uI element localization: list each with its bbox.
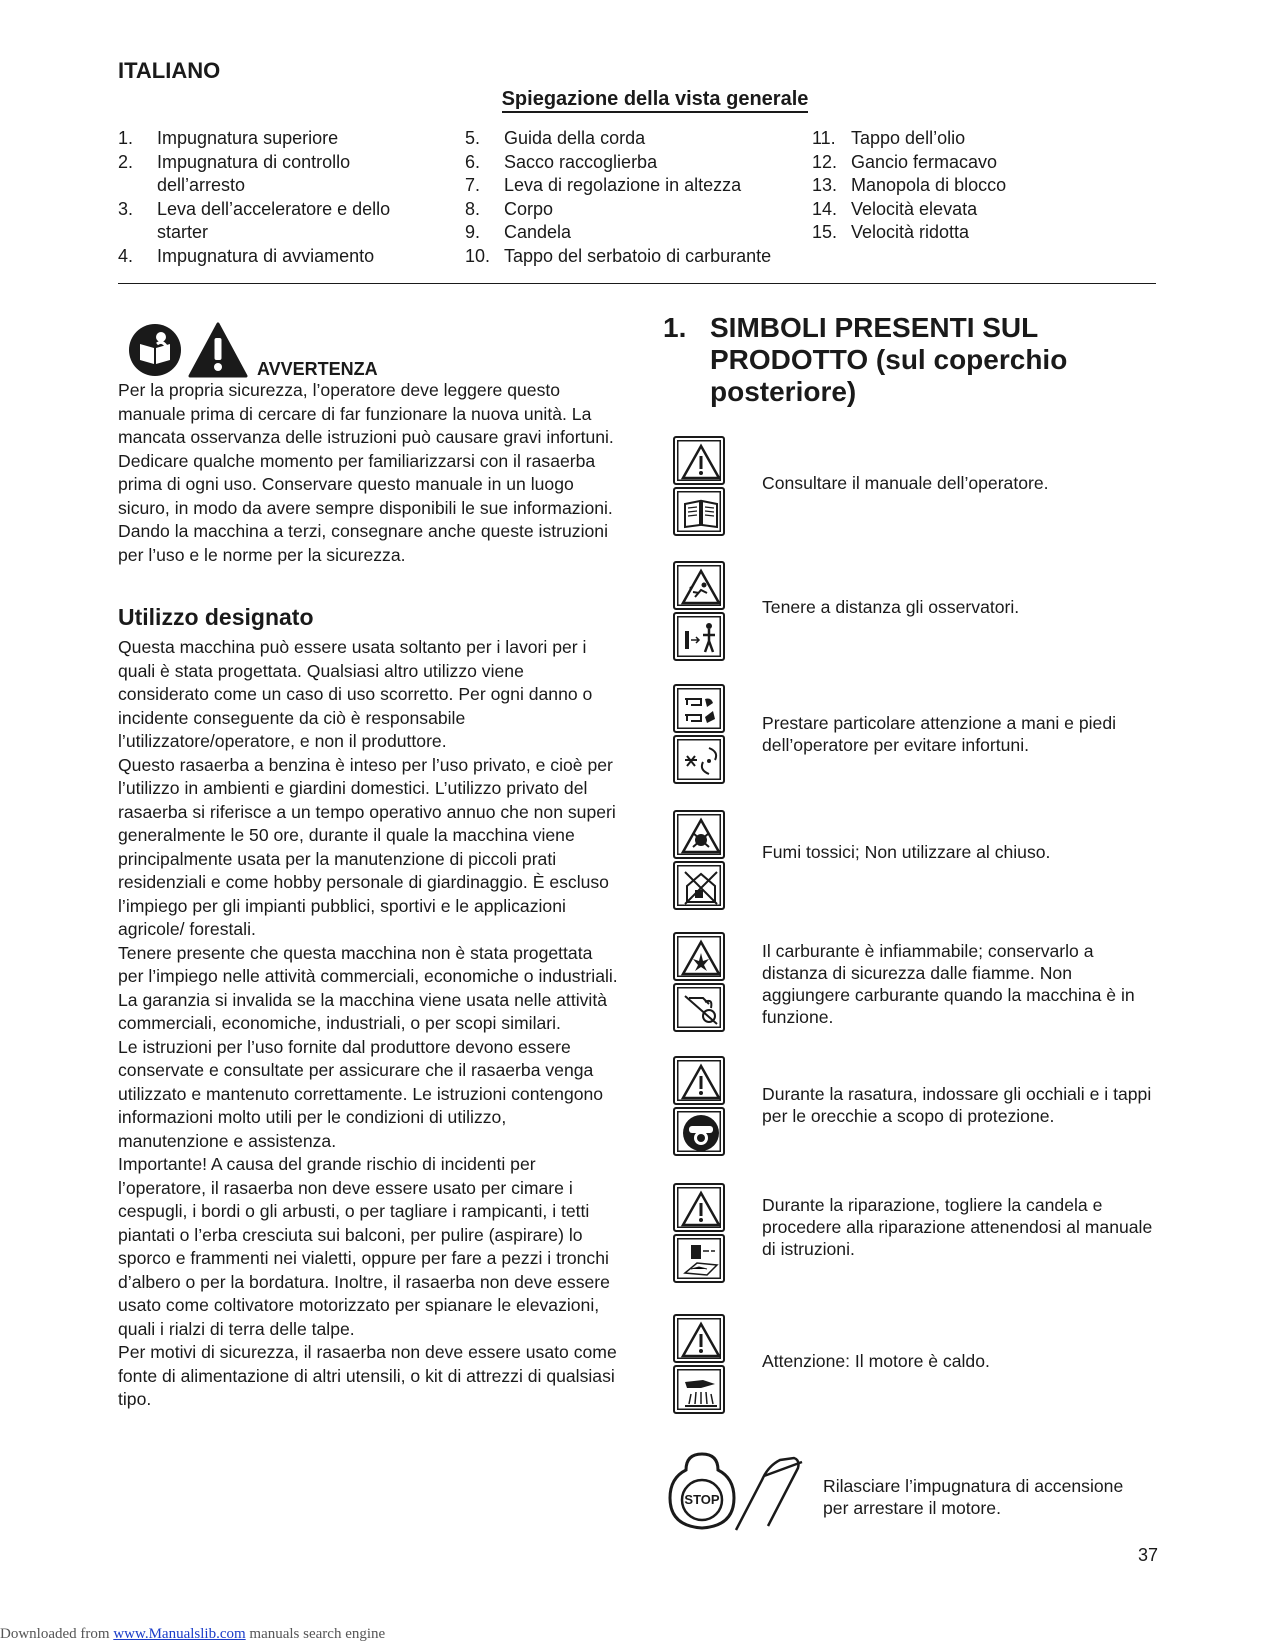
read-manual-icon (673, 436, 729, 540)
paragraph: Le istruzioni per l’uso fornite dal produttore devono essere conservate e consultate per assicurare che il rasaerba venga utilizzato e mantenuto correttamente. Le istruzioni contengono informazioni molto utili per le condizioni di utilizzo, manutenzione e assistenza. (118, 1036, 604, 1151)
list-item: 12. Gancio fermacavo (812, 151, 998, 172)
paragraph: Importante! A causa del grande rischio di incidenti per l’operatore, il rasaerba non deve essere usato per cimare i cespugli, i bordi o gli arbusti, o per tagliare i rampicanti, i tetti piantati o l’erba cresciuta sui balconi, per pulire (aspirare) lo sporco e frammenti nei vialetti, oppure per fare a pezzi i tronchi d’albero o per la bordatura. Inoltre, il rasaerba non deve essere usato come coltivatore motorizzato per spianare le elevazioni, quali i rialzi di terra delle talpe. (118, 1154, 610, 1339)
list-item: 4. Impugnatura di avviamento (118, 245, 375, 266)
list-item: 6. Sacco raccoglierba (465, 151, 658, 172)
list-item: 9. Candela (465, 222, 572, 242)
language-heading: ITALIANO (118, 58, 221, 83)
warning-text: Per la propria sicurezza, l’operatore deve leggere questo manuale prima di cercare di far funzionare la nuova unità. La mancata osservanza delle istruzioni può causare gravi infortuni. Dedicare qualche momento per familiarizzarsi con il rasaerba prima di ogni uso. Conservare questo manuale in un luogo sicuro, in modo da avere sempre disponibili le sue informazioni. Dando la macchina a terzi, consegnare anche queste istruzioni per l’uso e le norme per la sicurezza. (118, 380, 614, 565)
list-item: 13. Manopola di blocco (812, 175, 1007, 195)
page-number: 37 (1138, 1545, 1159, 1565)
section-divider (118, 283, 1156, 284)
list-item: 8. Corpo (465, 198, 554, 219)
list-item: 10. Tappo del serbatoio di carburante (465, 245, 772, 266)
toxic-fumes-icon (673, 810, 729, 914)
symbol-desc: Attenzione: Il motore è caldo. (762, 1351, 990, 1371)
symbol-desc: Consultare il manuale dell’operatore. (762, 473, 1049, 493)
symbol-desc: Durante la riparazione, togliere la candela e procedere alla riparazione attenendosi al manuale di istruzioni. (762, 1195, 1153, 1259)
footer: Downloaded from www.Manualslib.com manuals search engine (0, 1626, 386, 1642)
list-item: 14. Velocità elevata (812, 198, 978, 219)
paragraph: Tenere presente che questa macchina non è stata progettata per l’impiego nelle attività commerciali, economiche o industriali. La garanzia si invalida se la macchina viene usata nelle attività commerciali, economiche, industriali, o per scopi similari. (118, 942, 618, 1033)
list-item: 5. Guida della corda (465, 128, 646, 148)
symbol-desc: Prestare particolare attenzione a mani e piedi dell’operatore per evitare infortuni. (762, 713, 1117, 755)
section-number: 1. (663, 312, 687, 343)
symbol-desc: Fumi tossici; Non utilizzare al chiuso. (762, 842, 1051, 862)
hot-engine-icon (673, 1314, 729, 1418)
symbol-desc: Durante la rasatura, indossare gli occhiali e i tappi per le orecchie a scopo di protezione. (762, 1084, 1152, 1126)
symbol-desc: Rilasciare l’impugnatura di accensione per arrestare il motore. (823, 1476, 1124, 1518)
symbol-desc: Tenere a distanza gli osservatori. (762, 597, 1020, 617)
intended-use-heading: Utilizzo designato (118, 604, 314, 630)
stop-handle-icon (664, 1450, 814, 1534)
hands-feet-blade-icon (673, 684, 729, 788)
spark-plug-icon (673, 1183, 729, 1287)
section-title: SIMBOLI PRESENTI SUL PRODOTTO (sul coperchio posteriore) (710, 312, 1068, 407)
parts-list-col1 (118, 127, 438, 268)
list-item: 7. Leva di regolazione in altezza (465, 175, 742, 195)
paragraph: Per motivi di sicurezza, il rasaerba non deve essere usato come fonte di alimentazione di altri utensili, o kit di attrezzi di qualsiasi tipo. (118, 1342, 617, 1409)
intended-use-body (118, 636, 618, 1412)
warning-exclamation-icon (188, 322, 248, 378)
eye-ear-protection-icon (673, 1056, 729, 1160)
list-item: 11. Tappo dell’olio (812, 128, 966, 148)
manualslib-link[interactable]: www.Manualslib.com (113, 1626, 246, 1642)
stop-label: STOP (684, 1492, 720, 1507)
paragraph: Questa macchina può essere usata soltanto per i lavori per i quali è stata progettata. Qualsiasi altro utilizzo viene considerato come un caso di uso scorretto. Per ogni danno o incidente conseguente da ciò è responsabile l’utilizzatore/operatore, e non il produttore. (118, 637, 593, 751)
warning-label: AVVERTENZA (257, 359, 378, 379)
keep-bystanders-away-icon (673, 561, 729, 665)
paragraph: Questo rasaerba a benzina è inteso per l’uso privato, e cioè per l’utilizzo in ambienti e giardini domestici. L’utilizzo privato del rasaerba si riferisce a un tempo operativo annuo che non superi generalmente le 50 ore, durante il quale la macchina viene principalmente usata per la manutenzione di piccoli prati residenziali e come hobby personale di giardinaggio. È escluso l’impiego per gli impianti pubblici, sportivi e le applicazioni agricole/ forestali. (118, 754, 616, 939)
parts-list-col3 (812, 127, 1152, 245)
list-item: 2. Impugnatura di controllo dell’arresto (118, 151, 351, 195)
list-item: 15. Velocità ridotta (812, 222, 970, 242)
flammable-fuel-icon (673, 932, 729, 1036)
overview-title: Spiegazione della vista generale (0, 88, 1275, 111)
list-item: 1. Impugnatura superiore (118, 128, 339, 148)
parts-list-col2 (465, 127, 805, 268)
list-item: 3. Leva dell’acceleratore e dello starter (118, 198, 391, 242)
symbol-desc: Il carburante è infiammabile; conservarlo a distanza di sicurezza dalle fiamme. Non aggiungere carburante quando la macchina è in funzione. (762, 941, 1135, 1027)
